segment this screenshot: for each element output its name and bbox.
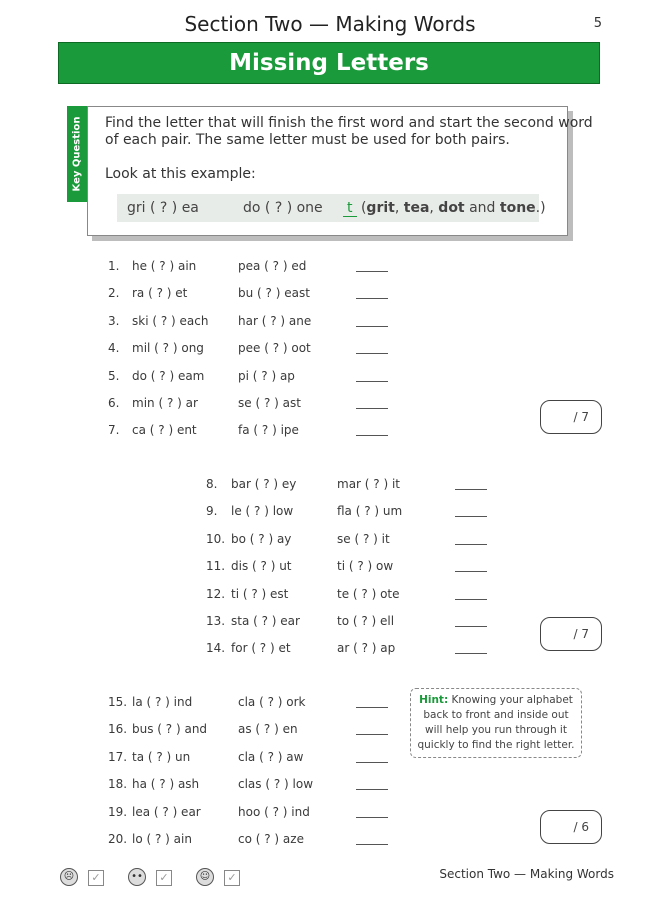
answer-blank[interactable] <box>356 408 388 409</box>
question-word-pair-2: fa ( ? ) ipe <box>238 423 299 437</box>
question-word-pair-1: ti ( ? ) est <box>231 587 289 601</box>
question-word-pair-2: bu ( ? ) east <box>238 286 310 300</box>
answer-blank[interactable] <box>455 544 487 545</box>
question-number: 12. <box>206 587 226 601</box>
example-pair-1: gri ( ? ) ea <box>127 200 199 216</box>
answer-blank[interactable] <box>455 571 487 572</box>
question-word-pair-1: ski ( ? ) each <box>132 314 209 328</box>
hint-line-3: will help you run through it <box>425 724 567 736</box>
question-word-pair-1: for ( ? ) et <box>231 641 291 655</box>
question-word-pair-1: dis ( ? ) ut <box>231 559 292 573</box>
section-banner: Missing Letters <box>58 42 600 84</box>
question-word-pair-2: pea ( ? ) ed <box>238 259 307 273</box>
question-word-pair-1: la ( ? ) ind <box>132 695 193 709</box>
answer-blank[interactable] <box>356 844 388 845</box>
question-number: 15. <box>108 695 128 709</box>
question-word-pair-1: min ( ? ) ar <box>132 396 198 410</box>
hint-label: Hint: <box>419 694 449 706</box>
question-number: 19. <box>108 805 128 819</box>
question-number: 7. <box>108 423 120 437</box>
question-word-pair-2: ar ( ? ) ap <box>337 641 396 655</box>
footer-section-title: Section Two — Making Words <box>439 867 614 881</box>
happy-face-icon: ☺ <box>196 868 214 886</box>
question-word-pair-1: mil ( ? ) ong <box>132 341 204 355</box>
question-word-pair-2: ti ( ? ) ow <box>337 559 394 573</box>
score-box-group-2: / 7 <box>540 617 602 651</box>
hint-line-1: Knowing your alphabet <box>448 694 573 706</box>
question-word-pair-2: har ( ? ) ane <box>238 314 312 328</box>
question-word-pair-1: ca ( ? ) ent <box>132 423 197 437</box>
answer-blank[interactable] <box>455 489 487 490</box>
answer-blank[interactable] <box>356 817 388 818</box>
instruction-line-1: Find the letter that will finish the first word and start the second word <box>105 115 593 131</box>
question-word-pair-2: to ( ? ) ell <box>337 614 395 628</box>
question-number: 2. <box>108 286 120 300</box>
example-word-3: dot <box>438 200 465 216</box>
example-word-4: tone <box>499 200 536 216</box>
question-number: 4. <box>108 341 120 355</box>
answer-blank[interactable] <box>356 298 388 299</box>
answer-blank[interactable] <box>356 789 388 790</box>
question-word-pair-2: as ( ? ) en <box>238 722 298 736</box>
example-strip <box>117 194 546 222</box>
question-word-pair-1: sta ( ? ) ear <box>231 614 300 628</box>
question-word-pair-2: clas ( ? ) low <box>238 777 314 791</box>
question-number: 8. <box>206 477 218 491</box>
answer-blank[interactable] <box>356 435 388 436</box>
example-explanation <box>343 200 546 216</box>
hint-line-4: quickly to find the right letter. <box>417 739 575 751</box>
checkbox-sad[interactable]: ✓ <box>88 870 104 886</box>
question-word-pair-2: co ( ? ) aze <box>238 832 304 846</box>
answer-blank[interactable] <box>356 353 388 354</box>
question-word-pair-1: he ( ? ) ain <box>132 259 197 273</box>
answer-blank[interactable] <box>356 326 388 327</box>
question-word-pair-2: cla ( ? ) aw <box>238 750 304 764</box>
question-word-pair-2: se ( ? ) ast <box>238 396 301 410</box>
question-number: 1. <box>108 259 120 273</box>
question-word-pair-1: lo ( ? ) ain <box>132 832 192 846</box>
explain-close: .) <box>535 200 546 216</box>
example-intro: Look at this example: <box>105 166 256 182</box>
example-answer: t <box>343 200 357 217</box>
answer-blank[interactable] <box>455 653 487 654</box>
answer-blank[interactable] <box>455 599 487 600</box>
answer-blank[interactable] <box>455 626 487 627</box>
answer-blank[interactable] <box>356 762 388 763</box>
key-question-tab-label: Key Question <box>71 116 83 192</box>
question-word-pair-2: pi ( ? ) ap <box>238 369 295 383</box>
question-number: 20. <box>108 832 128 846</box>
example-word-2: tea <box>403 200 430 216</box>
key-question-tab <box>67 106 87 202</box>
question-word-pair-2: fla ( ? ) um <box>337 504 403 518</box>
question-number: 5. <box>108 369 120 383</box>
page-number: 5 <box>593 16 602 31</box>
question-number: 9. <box>206 504 218 518</box>
question-word-pair-1: ta ( ? ) un <box>132 750 191 764</box>
question-number: 14. <box>206 641 226 655</box>
explain-open: ( <box>360 200 367 216</box>
page-header-title: Section Two — Making Words <box>184 12 476 36</box>
question-word-pair-2: cla ( ? ) ork <box>238 695 306 709</box>
question-word-pair-2: hoo ( ? ) ind <box>238 805 310 819</box>
explain-sep-2: , <box>429 200 439 216</box>
question-word-pair-1: bar ( ? ) ey <box>231 477 297 491</box>
question-word-pair-1: le ( ? ) low <box>231 504 294 518</box>
question-word-pair-2: pee ( ? ) oot <box>238 341 311 355</box>
question-number: 11. <box>206 559 226 573</box>
answer-blank[interactable] <box>356 381 388 382</box>
question-word-pair-1: do ( ? ) eam <box>132 369 205 383</box>
instruction-line-2: of each pair. The same letter must be used for both pairs. <box>105 132 510 148</box>
question-number: 10. <box>206 532 226 546</box>
answer-blank[interactable] <box>356 271 388 272</box>
hint-box <box>410 688 582 758</box>
answer-blank[interactable] <box>455 516 487 517</box>
question-word-pair-1: ra ( ? ) et <box>132 286 188 300</box>
sad-face-icon: ☹ <box>60 868 78 886</box>
question-number: 17. <box>108 750 128 764</box>
question-word-pair-1: bo ( ? ) ay <box>231 532 292 546</box>
checkbox-happy[interactable]: ✓ <box>224 870 240 886</box>
explain-sep-1: , <box>394 200 404 216</box>
question-word-pair-1: bus ( ? ) and <box>132 722 208 736</box>
checkbox-neutral[interactable]: ✓ <box>156 870 172 886</box>
score-box-group-3: / 6 <box>540 810 602 844</box>
example-pair-2: do ( ? ) one <box>243 200 323 216</box>
question-number: 18. <box>108 777 128 791</box>
example-word-1: grit <box>366 200 395 216</box>
answer-blank[interactable] <box>356 707 388 708</box>
question-word-pair-1: lea ( ? ) ear <box>132 805 201 819</box>
question-word-pair-2: se ( ? ) it <box>337 532 390 546</box>
answer-blank[interactable] <box>356 734 388 735</box>
question-number: 16. <box>108 722 128 736</box>
question-number: 13. <box>206 614 226 628</box>
question-word-pair-1: ha ( ? ) ash <box>132 777 200 791</box>
question-number: 3. <box>108 314 120 328</box>
question-word-pair-2: mar ( ? ) it <box>337 477 401 491</box>
question-number: 6. <box>108 396 120 410</box>
question-word-pair-2: te ( ? ) ote <box>337 587 400 601</box>
neutral-face-icon: •• <box>128 868 146 886</box>
score-box-group-1: / 7 <box>540 400 602 434</box>
hint-line-2: back to front and inside out <box>423 709 569 721</box>
explain-and: and <box>464 200 500 216</box>
